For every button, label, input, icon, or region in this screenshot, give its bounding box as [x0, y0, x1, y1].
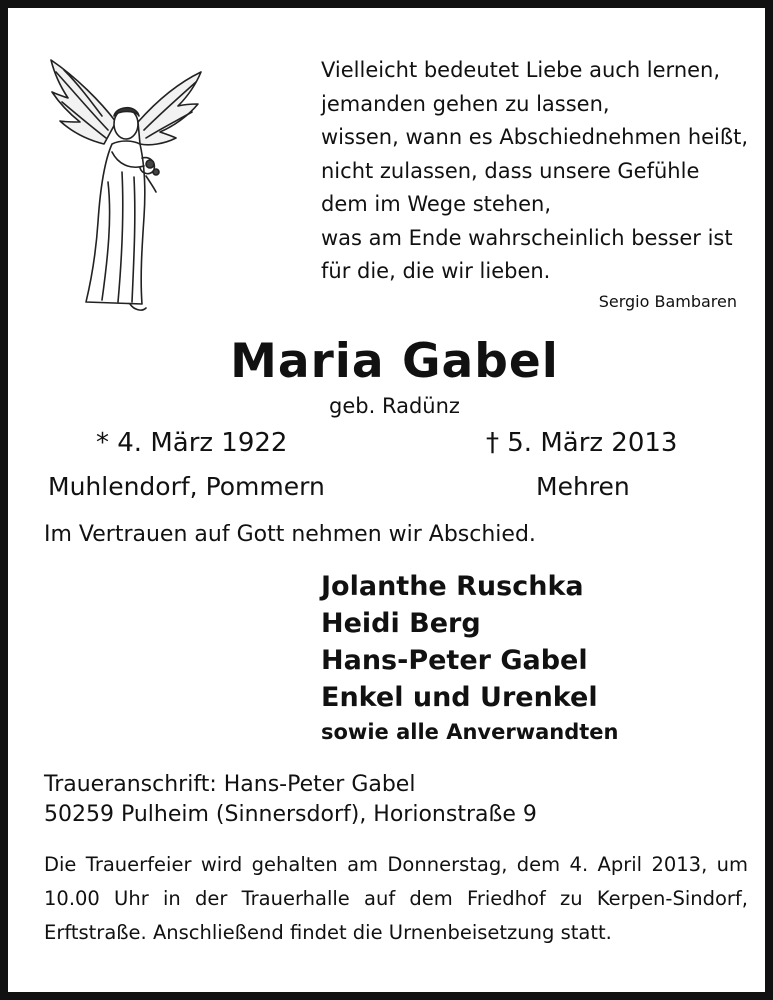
mourners-list — [321, 568, 618, 744]
mourner-name: Jolanthe Ruschka — [321, 571, 584, 602]
poem-line: für die, die wir lieben. — [321, 259, 551, 283]
poem-author: Sergio Bambaren — [598, 292, 737, 311]
poem-line: Vielleicht bedeutet Liebe auch lernen, — [321, 58, 721, 82]
mourner-name: Heidi Berg — [321, 608, 481, 639]
poem — [321, 54, 761, 289]
death-place: Mehren — [536, 472, 630, 501]
birth-place: Muhlendorf, Pommern — [48, 472, 325, 501]
birth-name: geb. Radünz — [329, 394, 460, 418]
poem-line: nicht zulassen, dass unsere Gefühle — [321, 158, 700, 183]
poem-line: dem im Wege stehen, — [321, 192, 552, 216]
death-date: † 5. März 2013 — [486, 428, 678, 458]
poem-line: jemanden gehen zu lassen, — [321, 91, 610, 116]
birth-date: * 4. März 1922 — [96, 428, 288, 458]
deceased-name: Maria Gabel — [230, 334, 559, 389]
angel-icon — [46, 52, 206, 314]
address-line: Traueranschrift: Hans-Peter Gabel — [44, 772, 416, 797]
service-details: Die Trauerfeier wird gehalten am Donnerstag, dem 4. April 2013, um 10.00 Uhr in der Trauerhalle auf dem Friedhof zu Kerpen-Sindorf, Erftstraße. Anschließend findet die Urnenbeisetzung statt. — [44, 853, 748, 944]
address-line: 50259 Pulheim (Sinnersdorf), Horionstraße 9 — [44, 802, 537, 827]
mourning-address — [44, 770, 537, 830]
poem-line: wissen, wann es Abschiednehmen heißt, — [321, 125, 749, 149]
farewell-text: Im Vertrauen auf Gott nehmen wir Abschied. — [44, 522, 536, 547]
mourner-name: Enkel und Urenkel — [321, 682, 598, 713]
mourner-name: Hans-Peter Gabel — [321, 645, 588, 676]
relatives-text: sowie alle Anverwandten — [321, 720, 619, 744]
poem-line: was am Ende wahrscheinlich besser ist — [321, 225, 733, 250]
